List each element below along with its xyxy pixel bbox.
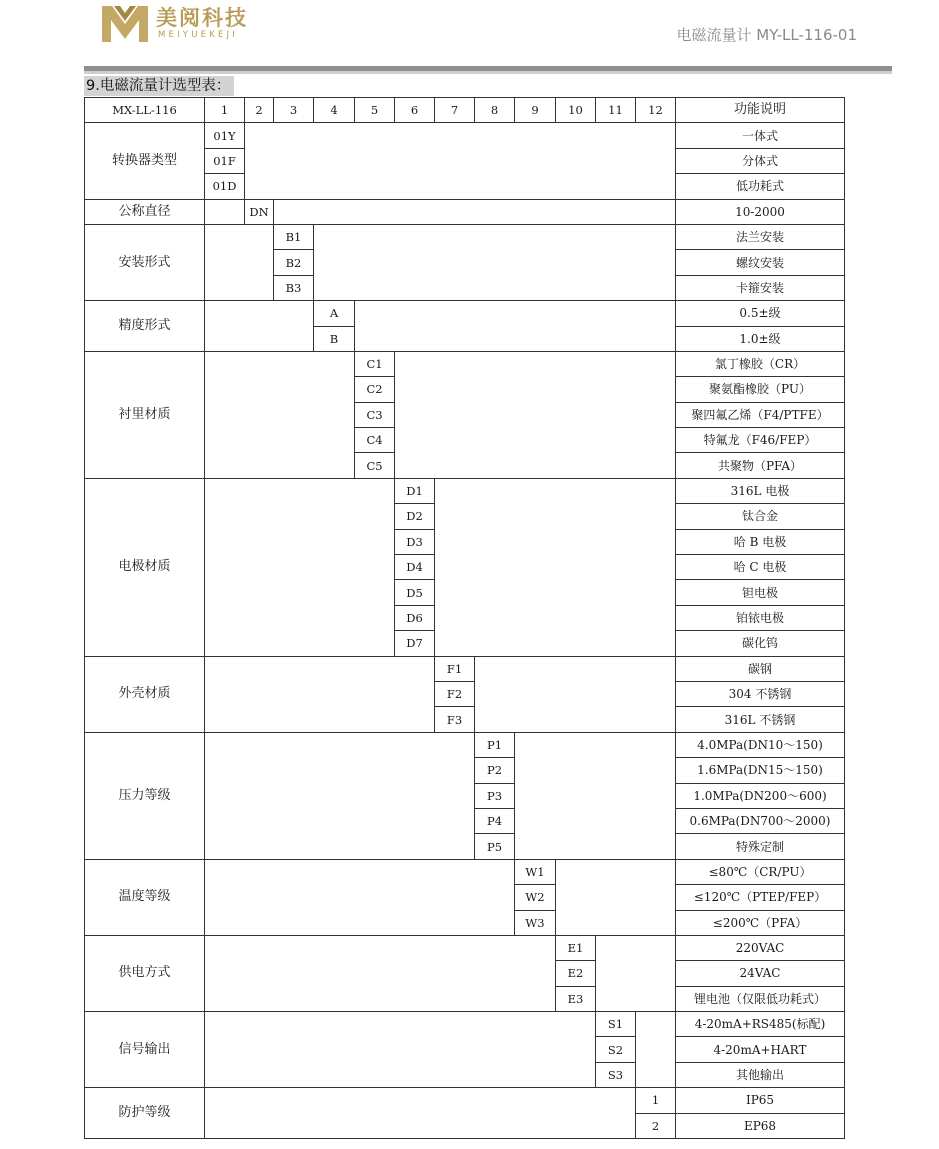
option-code: D3 <box>395 529 435 554</box>
option-description: 1.6MPa(DN15～150) <box>676 758 845 783</box>
option-code: D7 <box>395 631 435 656</box>
brand-name-en: MEIYUEKEJI <box>158 30 238 40</box>
option-description: 220VAC <box>676 935 845 960</box>
option-description: ≤80℃（CR/PU） <box>676 859 845 884</box>
category-label: 防护等级 <box>85 1088 205 1139</box>
option-description: IP65 <box>676 1088 845 1113</box>
logo-mark <box>100 2 150 44</box>
section-title: 9.电磁流量计选型表： <box>84 76 234 96</box>
position-header-4: 4 <box>314 98 355 123</box>
category-label: 精度形式 <box>85 301 205 352</box>
option-code: B <box>314 326 355 351</box>
function-header: 功能说明 <box>676 98 845 123</box>
category-label: 电极材质 <box>85 478 205 656</box>
blank-after <box>556 859 676 935</box>
option-description: 法兰安装 <box>676 224 845 249</box>
option-description: 0.6MPa(DN700～2000) <box>676 808 845 833</box>
option-description: 特殊定制 <box>676 834 845 859</box>
option-description: 哈 C 电极 <box>676 555 845 580</box>
option-code: C3 <box>355 402 395 427</box>
option-description: 螺纹安装 <box>676 250 845 275</box>
option-description: 316L 电极 <box>676 478 845 503</box>
position-header-6: 6 <box>395 98 435 123</box>
blank-before <box>205 732 475 859</box>
option-description: 316L 不锈钢 <box>676 707 845 732</box>
table-row <box>85 935 845 960</box>
option-description: 碳钢 <box>676 656 845 681</box>
option-code: C5 <box>355 453 395 478</box>
option-code: F2 <box>435 681 475 706</box>
option-code: B1 <box>274 224 314 249</box>
category-label: 信号输出 <box>85 1012 205 1088</box>
option-code: 1 <box>636 1088 676 1113</box>
table-row <box>85 199 845 224</box>
option-description: 聚四氟乙烯（F4/PTFE） <box>676 402 845 427</box>
table-row <box>85 351 845 376</box>
option-code: D5 <box>395 580 435 605</box>
model-cell: MX-LL-116 <box>85 98 205 123</box>
option-code: P4 <box>475 808 515 833</box>
blank-before <box>205 1012 596 1088</box>
position-header-10: 10 <box>556 98 596 123</box>
option-code: D2 <box>395 504 435 529</box>
option-description: 4-20mA+HART <box>676 1037 845 1062</box>
option-code: A <box>314 301 355 326</box>
position-header-2: 2 <box>245 98 274 123</box>
option-code: P2 <box>475 758 515 783</box>
option-description: EP68 <box>676 1113 845 1138</box>
blank-before <box>205 224 274 300</box>
option-description: 一体式 <box>676 123 845 148</box>
blank-after <box>245 123 676 199</box>
table-row <box>85 656 845 681</box>
category-label: 温度等级 <box>85 859 205 935</box>
blank-after <box>596 935 676 1011</box>
option-code: W2 <box>515 885 556 910</box>
option-description: 低功耗式 <box>676 174 845 199</box>
option-description: 分体式 <box>676 148 845 173</box>
category-label: 转换器类型 <box>85 123 205 199</box>
option-description: 1.0MPa(DN200～600) <box>676 783 845 808</box>
blank-before <box>205 1088 636 1139</box>
table-row <box>85 859 845 884</box>
option-code: 01Y <box>205 123 245 148</box>
position-header-5: 5 <box>355 98 395 123</box>
option-description: 304 不锈钢 <box>676 681 845 706</box>
category-label: 安装形式 <box>85 224 205 300</box>
option-description: 聚氨酯橡胶（PU） <box>676 377 845 402</box>
table-row <box>85 478 845 503</box>
option-description: ≤120℃（PTEP/FEP） <box>676 885 845 910</box>
blank-before <box>205 301 314 352</box>
option-description: 卡箍安装 <box>676 275 845 300</box>
option-code: W1 <box>515 859 556 884</box>
position-header-3: 3 <box>274 98 314 123</box>
option-description: 10-2000 <box>676 199 845 224</box>
blank-after <box>314 224 676 300</box>
position-header-12: 12 <box>636 98 676 123</box>
blank-after <box>435 478 676 656</box>
position-header-8: 8 <box>475 98 515 123</box>
option-description: 4-20mA+RS485(标配) <box>676 1012 845 1037</box>
option-code: E1 <box>556 935 596 960</box>
option-description: 其他输出 <box>676 1062 845 1087</box>
blank-after <box>475 656 676 732</box>
blank-after <box>274 199 676 224</box>
document-code: 电磁流量计 MY-LL-116-01 <box>676 26 857 44</box>
option-code: P5 <box>475 834 515 859</box>
option-description: 1.0±级 <box>676 326 845 351</box>
blank-before <box>205 935 556 1011</box>
table-row <box>85 1012 845 1037</box>
option-description: 特氟龙（F46/FEP） <box>676 428 845 453</box>
option-description: 钛合金 <box>676 504 845 529</box>
category-label: 供电方式 <box>85 935 205 1011</box>
option-code: 01D <box>205 174 245 199</box>
blank-before <box>205 199 245 224</box>
option-code: W3 <box>515 910 556 935</box>
category-label: 衬里材质 <box>85 351 205 478</box>
option-code: B2 <box>274 250 314 275</box>
option-description: 铂铱电极 <box>676 605 845 630</box>
option-code: E3 <box>556 986 596 1011</box>
table-row <box>85 732 845 757</box>
option-code: F3 <box>435 707 475 732</box>
position-header-7: 7 <box>435 98 475 123</box>
blank-after <box>515 732 676 859</box>
option-code: C4 <box>355 428 395 453</box>
header-rule-shadow <box>84 71 892 74</box>
option-description: 4.0MPa(DN10～150) <box>676 732 845 757</box>
category-label: 外壳材质 <box>85 656 205 732</box>
table-header-row <box>85 98 845 123</box>
brand-name-cn: 美阅科技 <box>156 6 248 30</box>
table-row <box>85 224 845 249</box>
option-description: 锂电池（仅限低功耗式） <box>676 986 845 1011</box>
option-description: 钽电极 <box>676 580 845 605</box>
option-description: 共聚物（PFA） <box>676 453 845 478</box>
option-code: C1 <box>355 351 395 376</box>
blank-after <box>355 301 676 352</box>
option-code: DN <box>245 199 274 224</box>
option-description: 24VAC <box>676 961 845 986</box>
selection-table <box>84 97 845 1139</box>
blank-after <box>636 1012 676 1088</box>
option-code: P1 <box>475 732 515 757</box>
option-code: F1 <box>435 656 475 681</box>
blank-before <box>205 478 395 656</box>
option-description: 0.5±级 <box>676 301 845 326</box>
table-row <box>85 123 845 148</box>
option-description: 碳化钨 <box>676 631 845 656</box>
blank-before <box>205 656 435 732</box>
option-code: D4 <box>395 555 435 580</box>
option-code: D1 <box>395 478 435 503</box>
option-code: 2 <box>636 1113 676 1138</box>
position-header-1: 1 <box>205 98 245 123</box>
option-code: E2 <box>556 961 596 986</box>
blank-before <box>205 351 355 478</box>
option-code: S3 <box>596 1062 636 1087</box>
blank-after <box>395 351 676 478</box>
option-code: S1 <box>596 1012 636 1037</box>
option-code: 01F <box>205 148 245 173</box>
option-description: 哈 B 电极 <box>676 529 845 554</box>
table-row <box>85 1088 845 1113</box>
option-code: P3 <box>475 783 515 808</box>
option-description: 氯丁橡胶（CR） <box>676 351 845 376</box>
position-header-11: 11 <box>596 98 636 123</box>
blank-before <box>205 859 515 935</box>
option-code: B3 <box>274 275 314 300</box>
option-code: S2 <box>596 1037 636 1062</box>
option-code: D6 <box>395 605 435 630</box>
category-label: 公称直径 <box>85 199 205 224</box>
category-label: 压力等级 <box>85 732 205 859</box>
option-code: C2 <box>355 377 395 402</box>
option-description: ≤200℃（PFA） <box>676 910 845 935</box>
table-row <box>85 301 845 326</box>
position-header-9: 9 <box>515 98 556 123</box>
